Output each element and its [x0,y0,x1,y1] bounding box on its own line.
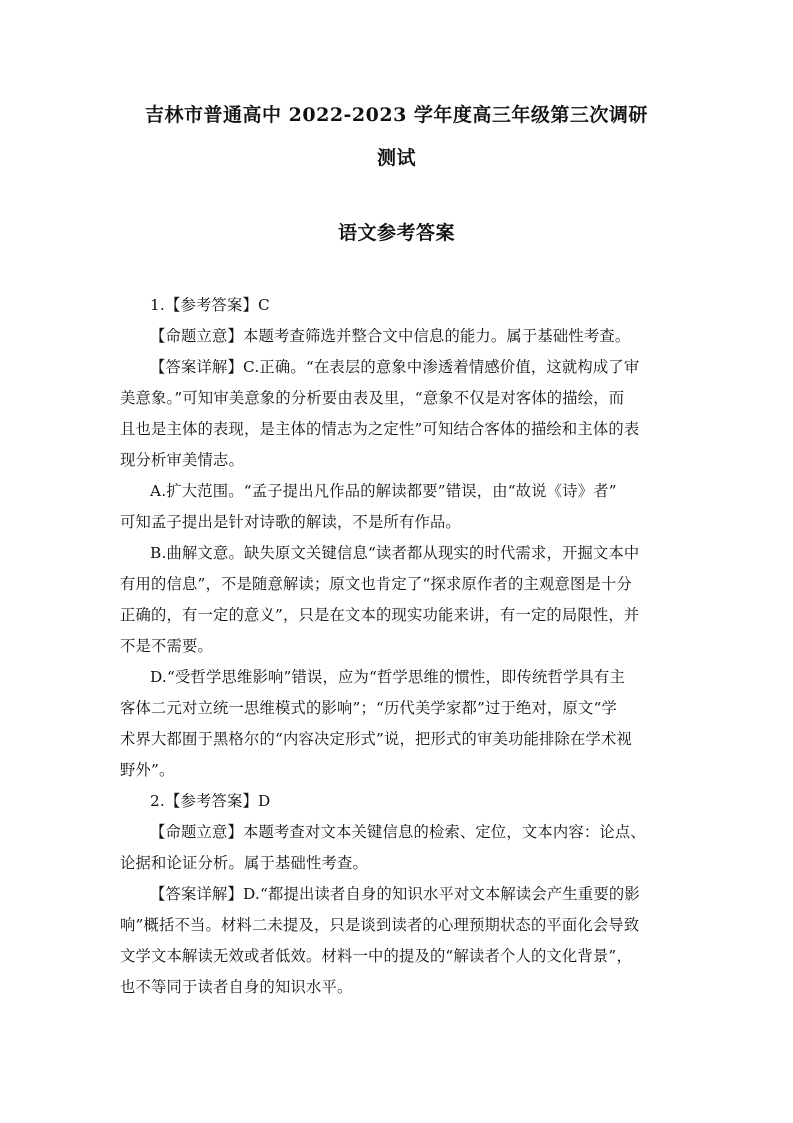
document-title-line-2: 测试 [376,147,416,169]
answer-2-detail-line: 文学文本解读无效或者低效。材料一中的提及的“解读者个人的文化背景”， [120,947,632,965]
option-d-line: 野外”。 [120,761,175,779]
option-a-line: 可知孟子提出是针对诗歌的解读，不是所有作品。 [120,513,461,531]
option-d-line: 术界大都囿于黑格尔的“内容决定形式”说，把形式的审美功能排除在学术视 [120,730,632,748]
option-d-line: D.“受哲学思维影响”错误，应为“哲学思维的惯性，即传统哲学具有主 [150,668,625,686]
option-d-line: 客体二元对立统一思维模式的影响”；“历代美学家都”过于绝对，原文“学 [120,699,617,717]
answer-1-detail-line: 且也是主体的表现，是主体的情志为之定性”可知结合客体的描绘和主体的表 [120,420,640,438]
answer-1-intent: 【命题立意】本题考查筛选并整合文中信息的能力。属于基础性考查。 [150,327,631,345]
option-b-line: 不是不需要。 [120,637,213,655]
answer-1-reference: 1.【参考答案】C [150,296,270,314]
option-a-line: A.扩大范围。“孟子提出凡作品的解读都要”错误，由“故说《诗》者” [150,482,617,500]
answer-1-detail-line: 【答案详解】C.正确。“在表层的意象中渗透着情感价值，这就构成了审 [150,358,640,376]
option-b-line: 正确的，有一定的意义”，只是在文本的现实功能来讲，有一定的局限性，并 [120,606,640,624]
answer-2-detail-line: 也不等同于读者自身的知识水平。 [120,978,353,996]
option-b-line: 有用的信息”，不是随意解读；原文也肯定了“探求原作者的主观意图是十分 [120,575,632,593]
answer-2-intent-line: 【命题立意】本题考查对文本关键信息的检索、定位，文本内容：论点、 [150,823,646,841]
answer-2-intent-line: 论据和论证分析。属于基础性考查。 [120,854,368,872]
answer-2-detail-line: 【答案详解】D.“都提出读者自身的知识水平对文本解读会产生重要的影 [150,885,640,903]
answer-1-detail-line: 美意象。”可知审美意象的分析要由表及里，“意象不仅是对客体的描绘，而 [120,389,625,407]
document-subtitle: 语文参考答案 [337,222,455,244]
answer-2-reference: 2.【参考答案】D [150,792,271,810]
document-title-line-1: 吉林市普通高中 2022-2023 学年度高三年级第三次调研 [145,104,648,126]
answer-1-detail-line: 现分析审美情志。 [120,451,244,469]
answer-2-detail-line: 响”概括不当。材料二未提及，只是谈到读者的心理预期状态的平面化会导致 [120,916,640,934]
option-b-line: B.曲解文意。缺失原文关键信息“读者都从现实的时代需求，开掘文本中 [150,544,640,562]
